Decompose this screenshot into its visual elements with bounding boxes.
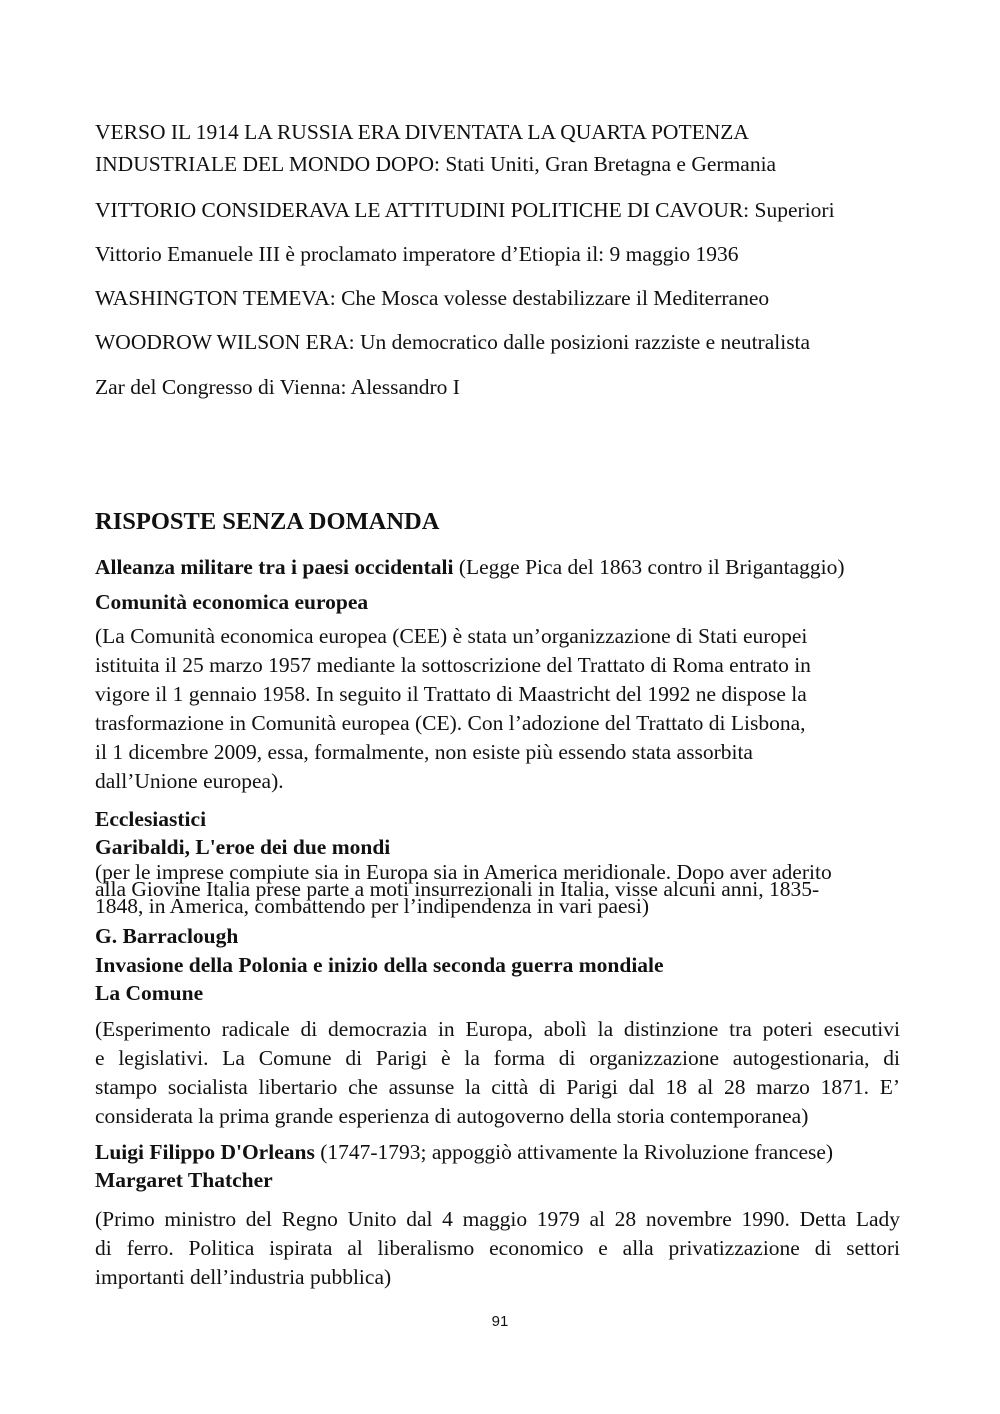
entry-term: Luigi Filippo D'Orleans (95, 1140, 315, 1164)
text-line: e legislativi. La Comune di Parigi è la forma di organizzazione autogestionaria, di (95, 1046, 900, 1070)
entry-term: Invasione della Polonia e inizio della seconda guerra mondiale (95, 953, 664, 977)
page-number: 91 (491, 1313, 509, 1330)
qa-line: VERSO IL 1914 LA RUSSIA ERA DIVENTATA LA QUARTA POTENZA (95, 120, 749, 144)
text-line: (La Comunità economica europea (CEE) è stata un’organizzazione di Stati europei (95, 624, 808, 648)
entry-term: La Comune (95, 981, 204, 1005)
entry-description (95, 622, 900, 796)
section-title: RISPOSTE SENZA DOMANDA (95, 508, 440, 535)
entry-orleans (95, 1138, 833, 1166)
entry-term: Comunità economica europea (95, 590, 369, 614)
entry-alleanza (95, 553, 845, 581)
text-line: trasformazione in Comunità europea (CE). Con l’adozione del Trattato di Lisbona, (95, 711, 806, 735)
qa-line: Zar del Congresso di Vienna: Alessandro I (95, 375, 460, 399)
qa-line: WOODROW WILSON ERA: Un democratico dalle posizioni razziste e neutralista (95, 330, 811, 354)
entry-term: Garibaldi, L'eroe dei due mondi (95, 835, 391, 859)
text-line: alla Giovine Italia prese parte a moti insurrezionali in Italia, visse alcuni anni, 1835- (95, 877, 820, 901)
qa-line: WASHINGTON TEMEVA: Che Mosca volesse destabilizzare il Mediterraneo (95, 286, 770, 310)
qa-line: Vittorio Emanuele III è proclamato imperatore d’Etiopia il: 9 maggio 1936 (95, 242, 739, 266)
text-line: vigore il 1 gennaio 1958. In seguito il Trattato di Maastricht del 1992 ne dispose la (95, 682, 807, 706)
text-line: importanti dell’industria pubblica) (95, 1265, 392, 1289)
entry-description (95, 1015, 900, 1131)
entry-term: Ecclesiastici (95, 807, 207, 831)
entry-description: (Legge Pica del 1863 contro il Brigantaggio) (453, 555, 845, 579)
entry-description: (1747-1793; appoggiò attivamente la Rivoluzione francese) (314, 1140, 834, 1164)
text-line: istituita il 25 marzo 1957 mediante la sottoscrizione del Trattato di Roma entrato in (95, 653, 811, 677)
text-line: stampo socialista libertario che assunse la città di Parigi dal 18 al 28 marzo 1871. E’ (95, 1075, 900, 1099)
text-line: il 1 dicembre 2009, essa, formalmente, non esiste più essendo stata assorbita (95, 740, 753, 764)
text-line: (Primo ministro del Regno Unito dal 4 maggio 1979 al 28 novembre 1990. Detta Lady (95, 1207, 900, 1231)
text-line: di ferro. Politica ispirata al liberalismo economico e alla privatizzazione di settori (95, 1236, 900, 1260)
qa-line: INDUSTRIALE DEL MONDO DOPO: Stati Uniti, Gran Bretagna e Germania (95, 152, 777, 176)
text-line: considerata la prima grande esperienza di autogoverno della storia contemporanea) (95, 1104, 809, 1128)
text-line: dall’Unione europea). (95, 769, 284, 793)
entry-term: G. Barraclough (95, 924, 239, 948)
entry-description (95, 1205, 900, 1292)
text-line: 1848, in America, combattendo per l’indipendenza in vari paesi) (95, 894, 650, 918)
entry-term: Margaret Thatcher (95, 1168, 273, 1192)
text-line: (per le imprese compiute sia in Europa sia in America meridionale. Dopo aver aderito (95, 860, 832, 884)
entry-term: Alleanza militare tra i paesi occidentali (95, 555, 454, 579)
qa-line: VITTORIO CONSIDERAVA LE ATTITUDINI POLITICHE DI CAVOUR: Superiori (95, 198, 835, 222)
text-line: (Esperimento radicale di democrazia in Europa, abolì la distinzione tra poteri esecutivi (95, 1017, 900, 1041)
